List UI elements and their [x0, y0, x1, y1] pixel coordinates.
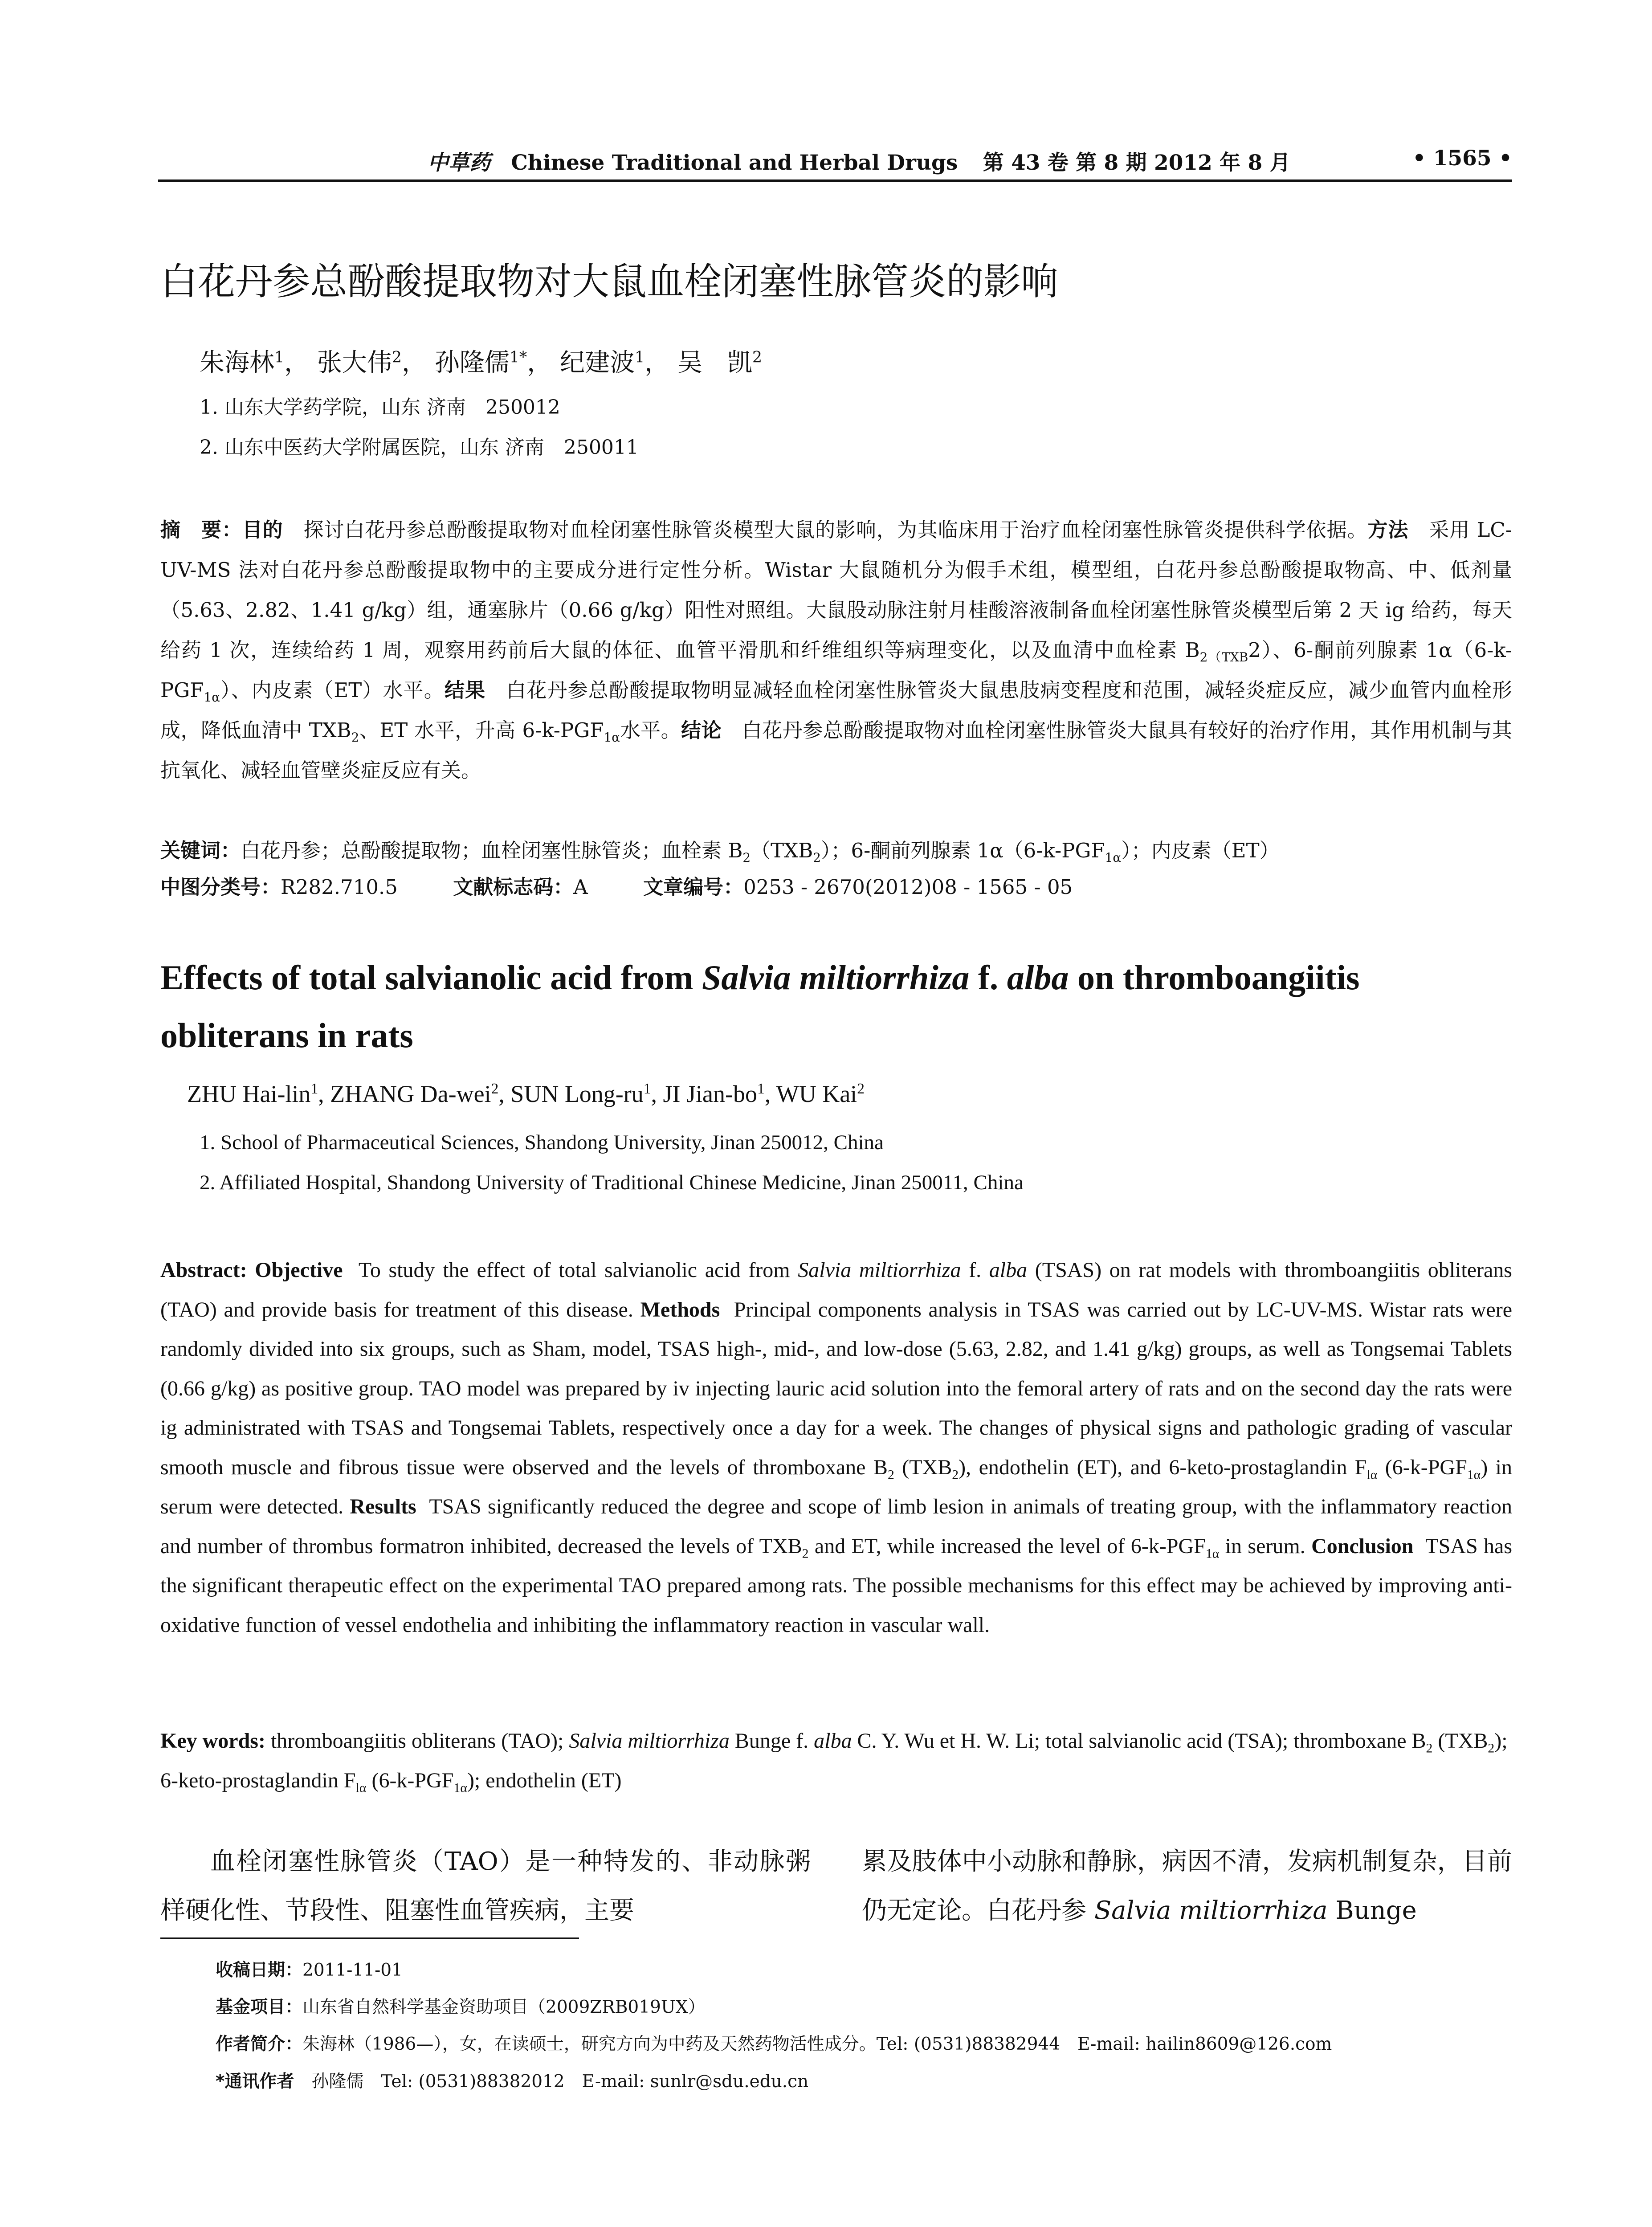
methods-label-en: Methods — [640, 1297, 720, 1322]
author-sup: 2 — [392, 348, 402, 367]
subscript: 2（TXB — [1199, 650, 1248, 665]
subscript: 1α — [604, 730, 620, 745]
footnote-label: 作者简介： — [216, 2034, 303, 2054]
author-sup: 1 — [310, 1081, 318, 1097]
results-cn-cont: 水平。 — [620, 718, 681, 742]
affiliation-cn-2: 2. 山东中医药大学附属医院，山东 济南 250011 — [200, 436, 639, 459]
conclusion-label-cn: 结论 — [681, 718, 722, 742]
keywords-text: ）；6-酮前列腺素 1α（6-k-PGF — [821, 839, 1105, 862]
methods-en: Principal components analysis in TSAS was carried out by LC-UV-MS. Wistar rats were randomly divided into six groups, such as Sham, model, TSAS high-, mid-, and low-dose (5.63, 2.82, and 1.41 g/kg) groups, as well as Tongsemai Tablets (0.66 g/kg) as positive group. TAO model was prepared by iv injecting lauric acid solution into the femoral artery of rats and on the second day the rats were ig administrated with TSAS and Tongsemai Tablets, respectively once a day for a week. The changes of physical signs and pathologic grading of vascular smooth muscle and fibrous tissue were observed and the levels of thromboxane B — [160, 1297, 1513, 1479]
author-sup: 2 — [491, 1081, 499, 1097]
body-italic: Salvia miltiorrhiza — [1094, 1896, 1328, 1925]
article-value: 0253 - 2670(2012)08 - 1565 - 05 — [743, 875, 1073, 899]
subscript: 1α — [1105, 850, 1122, 865]
author-cn: 纪建波 — [560, 348, 635, 377]
keywords-en-italic: Salvia miltiorrhiza — [569, 1729, 730, 1753]
methods-en: ), endothelin (ET), and 6-keto-prostaglandin F — [959, 1455, 1367, 1479]
footnote-label: *通讯作者 — [216, 2072, 294, 2092]
methods-cn-cont: 2）、6-酮前列腺素 1α（6-k-PGF — [160, 638, 1513, 702]
affiliation-en-2: 2. Affiliated Hospital, Shandong University of Traditional Chinese Medicine, Jinan 250011, China — [200, 1171, 1024, 1194]
abstract-cn — [160, 510, 1512, 791]
subscript: 2 — [1426, 1741, 1433, 1756]
classification-line — [160, 871, 1122, 900]
keywords-text: （TXB — [751, 839, 813, 862]
footnote-received — [216, 1956, 403, 1981]
footnote-bio — [216, 2030, 1332, 2055]
abstract-label-en: Abstract: Objective — [160, 1258, 343, 1282]
title-en — [160, 949, 1512, 1065]
subscript: 2 — [742, 850, 751, 865]
keywords-label-cn: 关键词： — [160, 839, 241, 862]
keywords-en-text: C. Y. Wu et H. W. Li; total salvianolic acid (TSA); thromboxane B — [852, 1729, 1426, 1753]
footnote-text: 孙隆儒 Tel: (0531)88382012 E-mail: sunlr@sdu.edu.cn — [294, 2072, 809, 2092]
journal-name-en: Chinese Traditional and Herbal Drugs — [511, 151, 958, 175]
keywords-en-text: (6-k-PGF — [366, 1768, 454, 1792]
objective-label-cn: 目的 — [242, 518, 283, 542]
subscript: 1α — [1467, 1467, 1481, 1482]
footnote-fund — [216, 1993, 705, 2018]
author-sup: 1 — [643, 1081, 651, 1097]
author-cn: 孙隆儒 — [434, 348, 510, 377]
results-cn: 白花丹参总酚酸提取物明显减轻血栓闭塞性脉管炎大鼠患肢病变程度和范围，减轻炎症反应，减少血管内血栓形成，降低血清中 TXB — [160, 678, 1512, 742]
keywords-en-text: Bunge f. — [729, 1729, 814, 1753]
results-en: TSAS significantly reduced the degree and scope of limb lesion in animals of treating group, with the inflammatory reaction and number of thrombus formatron inhibited, decreased the levels of TXB — [160, 1495, 1512, 1558]
title-en-text: on thromboangiitis obliterans in rats — [160, 958, 1360, 1055]
subscript: 1α — [204, 690, 220, 705]
objective-en-italic: Salvia miltiorrhiza — [798, 1258, 961, 1282]
author-en: ZHANG Da-wei — [330, 1081, 491, 1107]
issue-info: 第 43 卷 第 8 期 2012 年 8 月 — [983, 151, 1291, 175]
footnote-label: 基金项目： — [216, 1997, 303, 2017]
doc-value: A — [573, 875, 588, 899]
keywords-en-text: ); 6-keto-prostaglandin F — [160, 1729, 1508, 1792]
clc-group — [160, 871, 398, 900]
results-en: and ET, while increased the level of 6-k-PGF — [808, 1534, 1206, 1558]
title-en-text: Effects of total salvianolic acid from — [160, 958, 702, 997]
footnote-text: 2011-11-01 — [302, 1960, 403, 1980]
author-cn: 张大伟 — [317, 348, 392, 377]
objective-en-italic: alba — [989, 1258, 1028, 1282]
copyright-line — [0, 2223, 1652, 2227]
author-en: WU Kai — [776, 1081, 857, 1107]
subscript: 2 — [1488, 1741, 1495, 1756]
clc-label: 中图分类号： — [160, 875, 281, 899]
objective-en: To study the effect of total salvianolic acid from — [358, 1258, 798, 1282]
subscript: 2 — [813, 850, 821, 865]
affiliation-cn-1: 1. 山东大学药学院，山东 济南 250012 — [200, 396, 560, 419]
results-en: in serum. — [1219, 1534, 1305, 1558]
conclusion-cn: 白花丹参总酚酸提取物对血栓闭塞性脉管炎大鼠具有较好的治疗作用，其作用机制与其抗氧化、减轻血管壁炎症反应有关。 — [160, 718, 1512, 782]
body-text: Bunge — [1327, 1896, 1417, 1925]
methods-en: (TXB — [894, 1455, 952, 1479]
footnote-rule — [160, 1937, 579, 1939]
author-cn: 吴 凯 — [677, 348, 752, 377]
footnote-label: 收稿日期： — [216, 1960, 303, 1980]
subscript: 2 — [952, 1467, 959, 1482]
keywords-en — [160, 1721, 1512, 1800]
article-group — [643, 871, 1073, 900]
body-text: 累及肢体中小动脉和静脉，病因不清，发病机制复杂，目前仍无定论。白花丹参 — [862, 1847, 1512, 1925]
methods-en: ) in serum were detected. — [160, 1455, 1512, 1518]
author-sup: 1 — [635, 348, 645, 367]
author-sup: 1 — [757, 1081, 765, 1097]
footnote-corresponding — [216, 2068, 808, 2092]
clc-value: R282.710.5 — [281, 875, 398, 899]
author-en: ZHU Hai-lin — [187, 1081, 311, 1107]
keywords-cn — [160, 831, 1512, 871]
keywords-en-text: thromboangiitis obliterans (TAO); — [265, 1729, 569, 1753]
title-en-text: f. — [969, 958, 1007, 997]
abstract-en — [160, 1251, 1512, 1645]
subscript: 2 — [351, 730, 359, 745]
conclusion-label-en: Conclusion — [1311, 1534, 1414, 1558]
results-label-en: Results — [350, 1495, 416, 1518]
methods-en: (6-k-PGF — [1377, 1455, 1467, 1479]
keywords-en-text: (TXB — [1432, 1729, 1488, 1753]
objective-cn: 探讨白花丹参总酚酸提取物对血栓闭塞性脉管炎模型大鼠的影响，为其临床用于治疗血栓闭塞性脉管炎提供科学依据。 — [303, 518, 1368, 542]
subscript: 1α — [1205, 1546, 1220, 1561]
author-en: SUN Long-ru — [510, 1081, 644, 1107]
methods-cn-cont: ）、内皮素（ET）水平。 — [220, 678, 445, 702]
methods-cn: 采用 LC-UV-MS 法对白花丹参总酚酸提取物中的主要成分进行定性分析。Wistar 大鼠随机分为假手术组，模型组，白花丹参总酚酸提取物高、中、低剂量（5.63、2.82、1.41 g/kg）组，通塞脉片（0.66 g/kg）阳性对照组。大鼠股动脉注射月桂酸溶液制备血栓闭塞性脉管炎模型后第 2 天 ig 给药，每天给药 1 次，连续给药 1 周，观察用药前后大鼠的体征、血管平滑肌和纤维组织等病理变化，以及血清中血栓素 B — [160, 518, 1512, 662]
subscript: 2 — [887, 1467, 894, 1482]
subscript: 2 — [802, 1546, 809, 1561]
page-number: • 1565 • — [1412, 146, 1512, 171]
keywords-label-en: Key words: — [160, 1729, 265, 1753]
journal-info — [428, 146, 1291, 176]
keywords-en-text: ); endothelin (ET) — [467, 1768, 622, 1792]
footnote-text: 朱海林（1986—），女，在读硕士，研究方向为中药及天然药物活性成分。Tel: (0531)88382944 E-mail: hailin8609@126.com — [302, 2034, 1332, 2054]
author-cn: 朱海林 — [200, 348, 274, 377]
objective-en: (TSAS) on rat models with thromboangiitis obliterans (TAO) and provide basis for treatment of this disease. — [160, 1258, 1512, 1322]
doc-label: 文献标志码： — [453, 875, 574, 899]
conclusion-en: TSAS has the significant therapeutic effect on the experimental TAO prepared among rats. The possible mechanisms for this effect may be achieved by improving anti-oxidative function of vessel endothelia and inhibiting the inflammatory reaction in vascular wall. — [160, 1534, 1513, 1637]
authors-cn: 朱海林$^1$， 张大伟$^2$， 孙隆儒$^{1*}$， 纪建波$^1$， 吴 凯$^2$ — [200, 348, 763, 377]
author-sup: 2 — [752, 348, 763, 367]
author-sup: 1* — [509, 348, 527, 367]
author-sup: 1 — [274, 348, 285, 367]
title-en-italic: Salvia miltiorrhiza — [702, 958, 970, 997]
title-cn: 白花丹参总酚酸提取物对大鼠血栓闭塞性脉管炎的影响 — [160, 260, 1059, 303]
body-column-right — [862, 1837, 1512, 1935]
abstract-label-cn: 摘 要： — [160, 518, 242, 542]
results-label-cn: 结果 — [444, 678, 486, 702]
methods-label-cn: 方法 — [1367, 518, 1409, 542]
results-cn-cont: 、ET 水平，升高 6-k-PGF — [359, 718, 604, 742]
authors-en: ZHU Hai-lin$^1$, ZHANG Da-wei$^2$, SUN Long-$ru^1$, JI Jian-$bo^1$, WU Kai$^2$ — [187, 1081, 865, 1107]
footnote-text: 山东省自然科学基金资助项目（2009ZRB019UX） — [302, 1997, 706, 2017]
keywords-text: 白花丹参；总酚酸提取物；血栓闭塞性脉管炎；血栓素 B — [241, 839, 743, 862]
doc-group — [453, 871, 588, 900]
author-en: JI Jian-bo — [663, 1081, 757, 1107]
body-column-left: 血栓闭塞性脉管炎（TAO）是一种特发的、非动脉粥样硬化性、节段性、阻塞性血管疾病，主要 — [160, 1847, 811, 1925]
author-sup: 2 — [857, 1081, 865, 1097]
article-label: 文章编号： — [643, 875, 744, 899]
subscript: lα — [355, 1780, 367, 1795]
title-en-italic: alba — [1007, 958, 1069, 997]
keywords-text: ）；内皮素（ET） — [1121, 839, 1280, 862]
affiliation-en-1: 1. School of Pharmaceutical Sciences, Shandong University, Jinan 250012, China — [200, 1131, 884, 1154]
subscript: lα — [1366, 1467, 1378, 1482]
subscript: 1α — [453, 1780, 467, 1795]
objective-en: f. — [961, 1258, 989, 1282]
header-rule — [158, 179, 1512, 182]
journal-name-cn: 中草药 — [428, 151, 490, 175]
keywords-en-italic: alba — [814, 1729, 852, 1753]
